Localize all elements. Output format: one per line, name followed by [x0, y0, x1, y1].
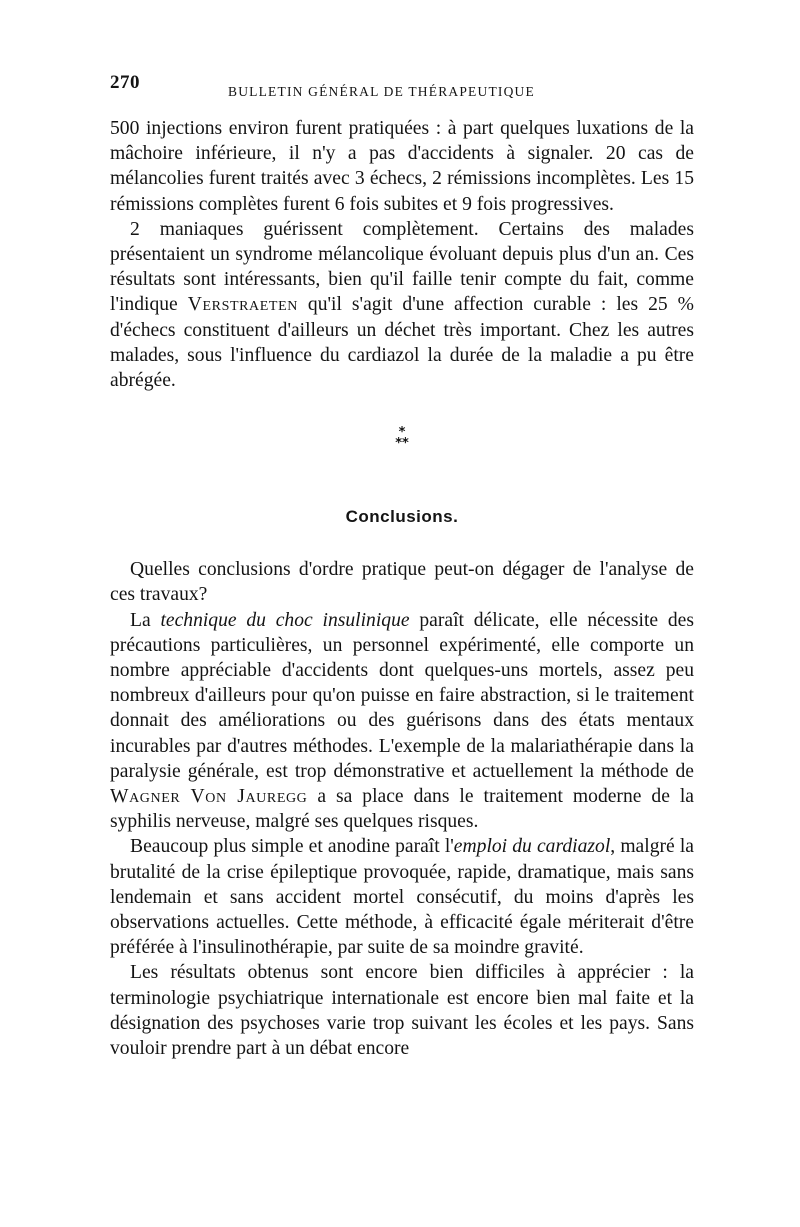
paragraph-question: Quelles conclusions d'ordre pratique peut-on dégager de l'analyse de ces travaux? — [110, 559, 694, 606]
paragraph-insulin-shock — [110, 608, 694, 835]
asterism-top: * — [398, 425, 406, 441]
text-segment: paraît délicate, elle nécessite des précautions particulières, un personnel expérimenté, elle comporte un nombre appréciable d'accidents dont quelques-uns mortels, assez peu nombreux d'ailleurs pour qu'on puisse en faire abstraction, si le traitement donnait des améliorations ou des guérisons dans des états mentaux incurables par d'autres méthodes. L'exemple de la malariathérapie dans la paralysie générale, est trop démonstrative et actuellement la méthode de — [110, 609, 694, 782]
running-head — [110, 72, 694, 102]
asterism-separator — [110, 427, 694, 467]
paragraph-results: Les résultats obtenus sont encore bien difficiles à apprécier : la terminologie psychiatrique internationale est encore bien mal faite et la désignation des psychoses varie trop suivant les écoles et les pays. Sans vouloir prendre part à un débat encore — [110, 962, 694, 1060]
text-segment: Beaucoup plus simple et anodine paraît l' — [130, 836, 454, 858]
emphasis-cardiazol: emploi du cardiazol — [453, 836, 611, 858]
author-name-wagner: Wagner Von Jauregg — [110, 786, 308, 808]
journal-title: BULLETIN GÉNÉRAL DE THÉRAPEUTIQUE — [228, 84, 535, 99]
author-name-verstraeten: Verstraeten — [187, 294, 298, 316]
book-page — [110, 72, 694, 1061]
emphasis-technique: technique du choc insulinique — [160, 609, 410, 631]
page-number: 270 — [110, 72, 140, 93]
text-segment: a sa place dans le traitement moderne de la syphilis nerveuse, malgré ses quelques risques. — [110, 786, 694, 833]
text-segment: qu'il s'agit d'une affection curable : les 25 % d'échecs constituent d'ailleurs un déchet très important. Chez les autres malades, sous l'influence du cardiazol la durée de la maladie a pu être abrégée. — [110, 294, 694, 392]
asterism-bottom: ** — [395, 436, 409, 452]
section-title: Conclusions. — [345, 507, 459, 527]
paragraph-maniaques — [110, 217, 694, 393]
text-segment: , malgré la brutalité de la crise épileptique provoquée, rapide, dramatique, mais sans lendemain et sans accident mortel consécutif, du moins d'après les observations actuelles. Cette méthode, à efficacité égale mériterait d'être préférée à l'insulinothérapie, par suite de sa moindre gravité. — [110, 836, 694, 959]
text-segment: 2 maniaques guérissent complètement. Certains des malades présentaient un syndrome mélancolique évoluant depuis plus d'un an. Ces résultats sont intéressants, bien qu'il faille tenir compte du fait, comme l'indique — [110, 218, 694, 316]
text-segment: La — [130, 609, 161, 631]
paragraph-cardiazol — [110, 834, 694, 960]
paragraph-injections: 500 injections environ furent pratiquées : à part quelques luxations de la mâchoire inférieure, il n'y a pas d'accidents à signaler. 20 cas de mélancolies furent traités avec 3 échecs, 2 rémissions incomplètes. Les 15 rémissions complètes furent 6 fois subites et 9 fois progressives. — [110, 118, 694, 215]
